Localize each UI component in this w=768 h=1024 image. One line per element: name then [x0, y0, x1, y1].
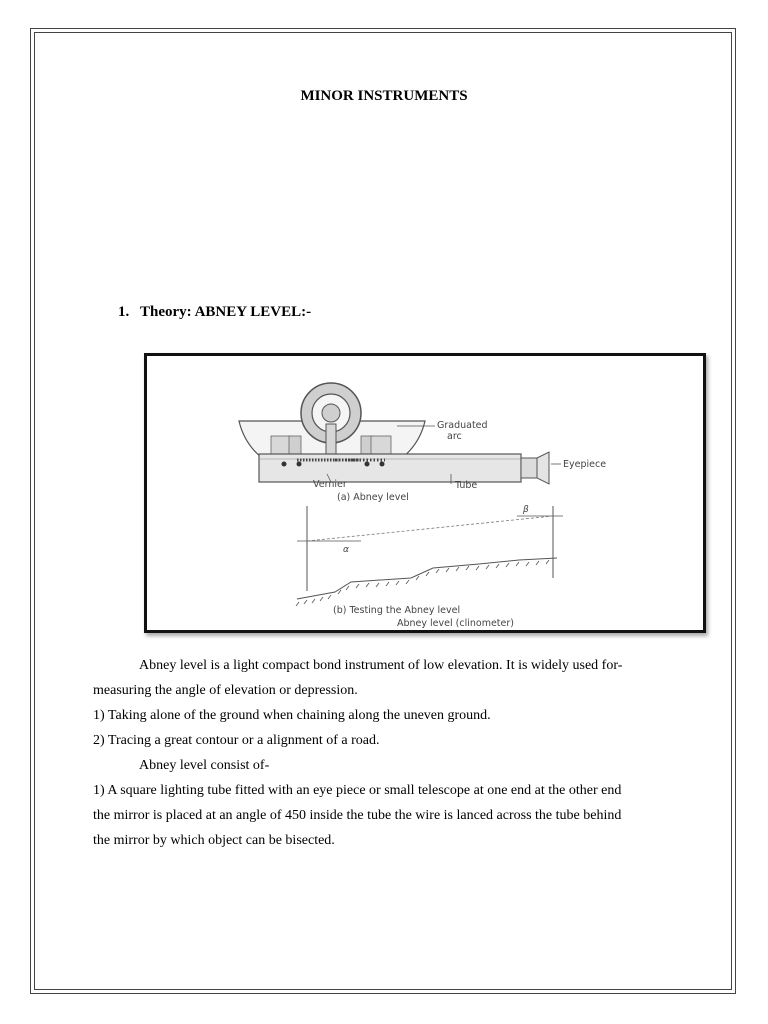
- label-graduated: Graduated: [437, 420, 488, 431]
- paragraph-line: the mirror is placed at an angle of 450 inside the tube the wire is lanced across the tube behind: [93, 808, 622, 823]
- list-item: 1) A square lighting tube fitted with an eye piece or small telescope at one end at the other end: [93, 783, 622, 798]
- screw-1: [282, 462, 287, 467]
- section-heading-text: Theory: ABNEY LEVEL:-: [140, 304, 312, 320]
- caption-b: (b) Testing the Abney level: [333, 605, 461, 616]
- paragraph-line: measuring the angle of elevation or depression.: [93, 683, 358, 698]
- bubble-ring-center: [322, 404, 340, 422]
- label-alpha: α: [343, 545, 349, 555]
- page-title: MINOR INSTRUMENTS: [300, 88, 468, 104]
- section-heading: [118, 304, 311, 321]
- eyepiece: [537, 452, 549, 484]
- screw-3: [365, 462, 370, 467]
- list-item: 2) Tracing a great contour or a alignment of a road.: [93, 733, 380, 748]
- abney-level-figure: [144, 353, 706, 633]
- ground-hatching: [296, 560, 549, 606]
- sight-line: [307, 516, 553, 541]
- list-item: 1) Taking alone of the ground when chaining along the uneven ground.: [93, 708, 491, 723]
- label-tube: Tube: [455, 480, 478, 491]
- label-eyepiece: Eyepiece: [563, 459, 607, 470]
- paragraph-line: Abney level is a light compact bond instrument of low elevation. It is widely used for-: [139, 658, 623, 673]
- section-number: 1.: [118, 304, 130, 320]
- paragraph-line: Abney level consist of-: [139, 758, 270, 773]
- ground-line: [297, 558, 557, 599]
- paragraph-line: the mirror by which object can be bisected.: [93, 833, 335, 848]
- screw-2: [297, 462, 302, 467]
- eyepiece-collar: [521, 458, 537, 478]
- label-vernier: Vernier: [313, 479, 347, 490]
- abney-level-drawing: [147, 356, 703, 630]
- sighting-tube: [259, 454, 521, 482]
- label-beta: β: [523, 505, 529, 515]
- caption-main: Abney level (clinometer): [397, 618, 514, 629]
- label-arc: arc: [447, 431, 462, 442]
- caption-a: (a) Abney level: [337, 492, 409, 503]
- screw-4: [380, 462, 385, 467]
